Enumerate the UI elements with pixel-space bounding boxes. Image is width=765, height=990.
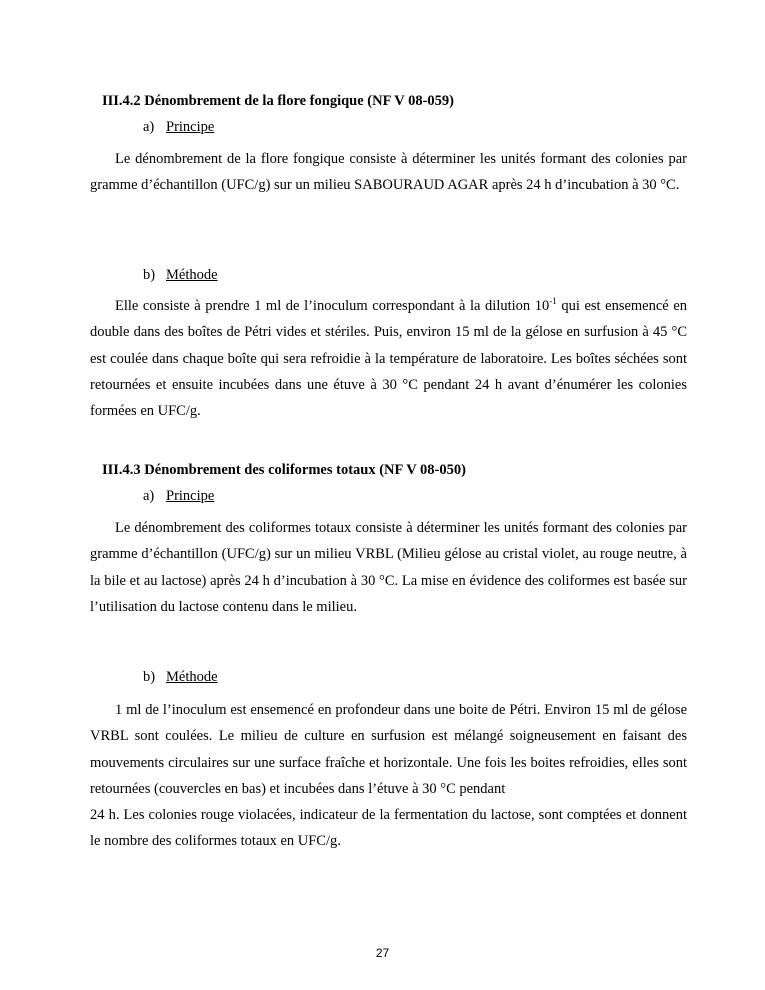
subheading-principe-1: [143, 117, 214, 137]
paragraph-text: 1 ml de l’inoculum est ensemencé en profondeur dans une boite de Pétri. Environ 15 ml de gélose VRBL sont coulées. Le milieu de culture en surfusion est mélangé soigneusement en faisant des mouvements circulaires sur une surface fraîche et horizontale. Une fois les boites refroidies, elles sont retournées (couvercles en bas) et incubées dans l’étuve à 30 °C pendant: [90, 702, 687, 797]
methode-text-pre: Elle consiste à prendre 1 ml de l’inoculum correspondant à la dilution 10: [115, 298, 550, 314]
paragraph-principe-2: [90, 515, 687, 620]
section-heading-flore-fongique: III.4.2 Dénombrement de la flore fongique (NF V 08-059): [102, 93, 455, 109]
subheading-letter: b): [143, 267, 156, 283]
section-heading-coliformes: III.4.3 Dénombrement des coliformes totaux (NF V 08-050): [102, 462, 466, 478]
subheading-label: Principe: [166, 119, 215, 135]
subheading-methode-1: [143, 265, 218, 285]
subheading-letter: a): [143, 119, 155, 135]
paragraph-text: Le dénombrement des coliformes totaux consiste à déterminer les unités formant des colonies par gramme d’échantillon (UFC/g) sur un milieu VRBL (Milieu gélose au cristal violet, au rouge neutre, à la bile et au lactose) après 24 h d’incubation à 30 °C. La mise en évidence des coliformes est basée sur l’utilisation du lactose contenu dans le milieu.: [90, 520, 687, 615]
subheading-letter: a): [143, 488, 155, 504]
paragraph-text: 24 h. Les colonies rouge violacées, indicateur de la fermentation du lactose, sont comptées et donnent le nombre des coliformes totaux en UFC/g.: [90, 807, 687, 850]
methode-text-post: qui est ensemencé en double dans des boîtes de Pétri vides et stériles. Puis, environ 15 ml de la gélose en surfusion à 45 °C est coulée dans chaque boîte qui sera refroidie à la température de laboratoire. Les boîtes séchées sont retournées et ensuite incubées dans une étuve à 30 °C pendant 24 h avant d’énumérer les colonies formées en UFC/g.: [90, 298, 688, 420]
subheading-letter: b): [143, 669, 156, 685]
paragraph-principe-1: [90, 146, 687, 199]
subheading-principe-2: [143, 486, 214, 506]
dilution-exponent: -1: [549, 296, 557, 306]
subheading-methode-2: [143, 667, 218, 687]
paragraph-methode-2a: [90, 697, 687, 802]
subheading-label: Méthode: [166, 267, 218, 283]
subheading-label: Principe: [166, 488, 215, 504]
page-number: 27: [375, 946, 390, 960]
paragraph-text: [90, 293, 687, 424]
subheading-label: Méthode: [166, 669, 218, 685]
paragraph-text: Le dénombrement de la flore fongique consiste à déterminer les unités formant des colonies par gramme d’échantillon (UFC/g) sur un milieu SABOURAUD AGAR après 24 h d’incubation à 30 °C.: [90, 151, 687, 194]
paragraph-methode-2b: [90, 802, 687, 855]
paragraph-methode-1: [90, 293, 687, 424]
